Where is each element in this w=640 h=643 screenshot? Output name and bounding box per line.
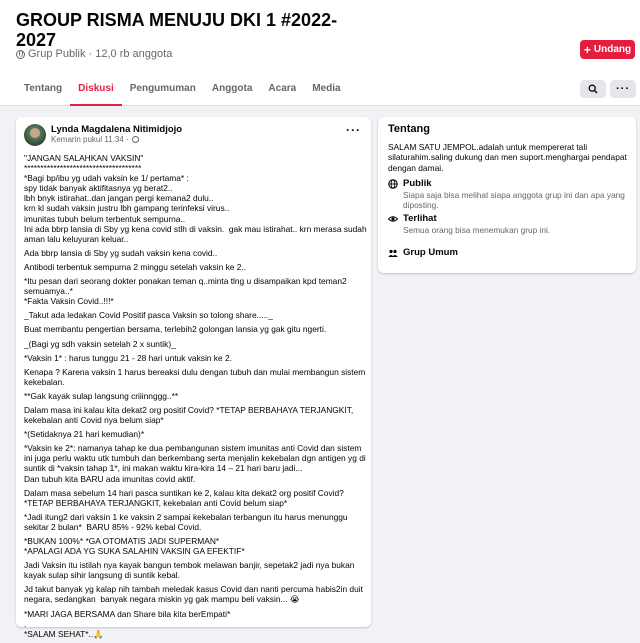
post-paragraph: Ada bbrp lansia di Sby yg sudah vaksin kena covid.. (24, 247, 218, 258)
post-paragraph: *Jadi itung2 dari vaksin 1 ke vaksin 2 sampai kekebalan terbangun itu harus menunggu sekitar 2 bulan* BARU 85% - 92% kebal Covid. (24, 511, 350, 532)
post-author[interactable]: Lynda Magdalena Nitimidjojo (51, 124, 183, 135)
group-tabs (16, 74, 349, 106)
group-header (0, 0, 640, 106)
search-icon (588, 84, 598, 94)
post-body (24, 153, 368, 643)
search-button[interactable] (580, 80, 606, 98)
more-options-button[interactable] (610, 80, 636, 98)
post-paragraph: Dalam masa ini kalau kita dekat2 org positif Covid? *TETAP BERBAHAYA TERJANGKIT, kekebalan anti Covid nya belum siap* (24, 404, 356, 426)
group-title[interactable]: GROUP RISMA MENUJU DKI 1 #2022-2027 (16, 10, 338, 50)
post-paragraph: Jadi Vaksin itu istilah nya kayak bangun tembok melawan banjir, sepetak2 jadi nya bukan kayak sulap sihir langsung di suntik kebal. (24, 560, 357, 581)
post-paragraph: Jd takut banyak yg kalap nih tambah meledak kasus Covid dan nanti percuma habis2in duit negara, sedangkan banyak negara miskin yg gak mampu beli vaksin... 😭 (24, 584, 366, 605)
post-paragraph: **Gak kayak sulap langsung criiinnggg..** (24, 390, 179, 401)
eye-icon (388, 214, 398, 224)
about-item-heading: Terlihat (403, 213, 437, 224)
about-item-heading: Grup Umum (403, 247, 458, 258)
about-item-heading: Publik (403, 178, 432, 189)
tab-acara[interactable]: Acara (268, 83, 297, 94)
post-paragraph: Antibodi terbentuk sempurna 2 minggu setelah vaksin ke 2.. (24, 261, 247, 272)
about-description: SALAM SATU JEMPOL.adalah untuk mempererat tali silaturahim.saling dukung dan men suport.menghargai pendapat dengan damai. (388, 142, 627, 173)
globe-icon (16, 50, 25, 59)
avatar[interactable] (24, 124, 46, 146)
post-timestamp[interactable] (51, 135, 139, 144)
post-paragraph: _Takut ada ledakan Covid Positif pasca Vaksin so tolong share....._ (24, 310, 273, 321)
tab-pengumuman[interactable]: Pengumuman (129, 83, 196, 94)
post-menu-button[interactable] (346, 123, 361, 137)
about-card (378, 117, 636, 273)
tab-media[interactable]: Media (312, 83, 341, 94)
ellipsis-icon: ··· (346, 123, 361, 137)
post-paragraph: *BUKAN 100%* *GA OTOMATIS JADI SUPERMAN* *APALAGI ADA YG SUKA SALAHIN VAKSIN GA EFEKTIF* (24, 536, 245, 557)
post-paragraph: Buat membantu pengertian bersama, terlebih2 golongan lansia yg gak gitu ngerti. (24, 324, 327, 335)
ellipsis-icon: ··· (616, 83, 630, 95)
group-meta (16, 48, 172, 60)
about-title: Tentang (388, 123, 430, 135)
plus-icon: + (583, 42, 591, 57)
post-paragraph: "JANGAN SALAHKAN VAKSIN" ************************************ *Bagi bp/ibu yg udah vaksin ke 1/ pertama* : spy tidak banyak aktifitasnya yg berat2.. lbh bnyk istirahat..dan jangan pergi kemana2 dulu.. krn kl sudah vaksin justru lbh gampang terinfeksi virus.. imunitas tubuh belum terbentuk sempurna.. Ini ada bbrp lansia di Sby yg kena covid stlh di vaksin. gak mau istirahat.. krn merasa sudah aman lalu keluyuran keluar.. (24, 153, 367, 244)
about-item-detail: Siapa saja bisa melihat siapa anggota grup ini dan apa yang diposting. (403, 190, 625, 210)
post-paragraph: Kenapa ? Karena vaksin 1 harus bereaksi dulu dengan tubuh dan mulai membangun sistem kekebalan. (24, 366, 368, 387)
post-paragraph: *Itu pesan dari seorang dokter ponakan teman q..minta tlng u disampaikan kpd teman2 semuamya..* *Fakta Vaksin Covid..!!!* (24, 276, 347, 307)
group-meta-text: Grup Publik · 12,0 rb anggota (28, 48, 173, 60)
invite-label: Undang (593, 44, 632, 55)
tab-diskusi[interactable]: Diskusi (70, 74, 122, 106)
globe-icon (388, 179, 398, 189)
post-paragraph: *Vaksin ke 2*: namanya tahap ke dua pembangunan sistem imunitas anti Covid dan sistem ini juga perlu waktu utk tumbuh dan berkembang serta menjalin kekebalan dgn antigen yg di suntik di *vaksin tahap 1*, ini makan waktu kira-kira 14 – 21 hari baru jadi... Dan tubuh kita BARU ada imunitas covid aktif. (24, 443, 366, 484)
post-paragraph: *MARI JAGA BERSAMA dan Share bila kita berEmpati* . *SALAM SEHAT*..🙏 (24, 608, 231, 639)
globe-icon (132, 136, 139, 143)
post-paragraph: *(Setidaknya 21 hari kemudian)* (24, 429, 145, 440)
post-paragraph: _(Bagi yg sdh vaksin setelah 2 x suntik)_ (24, 338, 176, 349)
group-people-icon (388, 248, 398, 258)
tab-tentang[interactable]: Tentang (24, 83, 63, 94)
tab-anggota[interactable]: Anggota (211, 83, 253, 94)
post-paragraph: *Vaksin 1* : harus tunggu 21 - 28 hari untuk vaksin ke 2. (24, 352, 232, 363)
post-card (16, 117, 371, 639)
about-item-detail: Semua orang bisa menemukan grup ini. (403, 225, 551, 235)
post-paragraph: Dalam masa sebelum 14 hari pasca suntikan ke 2, kalau kita dekat2 org positif Covid? *TETAP BERBAHAYA TERJANGKIT, kekebalan anti Covid belum siap* (24, 487, 347, 508)
post-time-text: Kemarin pukul 11.34 · (51, 135, 129, 144)
invite-button[interactable] (580, 40, 635, 59)
